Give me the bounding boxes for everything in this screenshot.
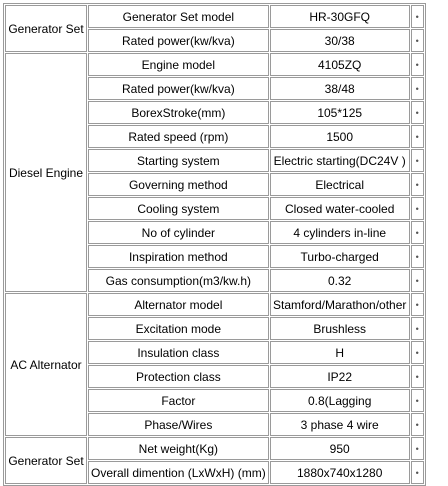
- param-cell: Cooling system: [88, 197, 269, 220]
- value-cell: Closed water-cooled: [270, 197, 410, 220]
- param-cell: Rated speed (rpm): [88, 125, 269, 148]
- group-label-generator-set-2: Generator Set: [5, 437, 87, 484]
- edge-marker: •: [411, 341, 424, 364]
- param-cell: Starting system: [88, 149, 269, 172]
- value-cell: IP22: [270, 365, 410, 388]
- edge-marker: •: [411, 29, 424, 52]
- value-cell: HR-30GFQ: [270, 5, 410, 28]
- param-cell: Protection class: [88, 365, 269, 388]
- edge-marker: •: [411, 101, 424, 124]
- param-cell: Insulation class: [88, 341, 269, 364]
- value-cell: 1500: [270, 125, 410, 148]
- group-label-diesel-engine: Diesel Engine: [5, 53, 87, 292]
- edge-marker: •: [411, 197, 424, 220]
- param-cell: Factor: [88, 389, 269, 412]
- param-cell: Alternator model: [88, 293, 269, 316]
- value-cell: 4 cylinders in-line: [270, 221, 410, 244]
- edge-marker: •: [411, 245, 424, 268]
- group-label-ac-alternator: AC Alternator: [5, 293, 87, 436]
- value-cell: H: [270, 341, 410, 364]
- value-cell: 3 phase 4 wire: [270, 413, 410, 436]
- param-cell: Overall dimention (LxWxH) (mm): [88, 461, 269, 484]
- spec-table-body: [5, 5, 424, 484]
- value-cell: 0.8(Lagging: [270, 389, 410, 412]
- edge-marker: •: [411, 413, 424, 436]
- edge-marker: •: [411, 77, 424, 100]
- edge-marker: •: [411, 437, 424, 460]
- spec-table: [3, 3, 426, 486]
- group-label-generator-set: Generator Set: [5, 5, 87, 52]
- value-cell: 105*125: [270, 101, 410, 124]
- edge-marker: •: [411, 365, 424, 388]
- param-cell: Rated power(kw/kva): [88, 29, 269, 52]
- value-cell: 30/38: [270, 29, 410, 52]
- param-cell: Inspiration method: [88, 245, 269, 268]
- param-cell: Generator Set model: [88, 5, 269, 28]
- param-cell: Gas consumption(m3/kw.h): [88, 269, 269, 292]
- value-cell: 0.32: [270, 269, 410, 292]
- value-cell: 950: [270, 437, 410, 460]
- param-cell: Excitation mode: [88, 317, 269, 340]
- value-cell: Brushless: [270, 317, 410, 340]
- param-cell: No of cylinder: [88, 221, 269, 244]
- edge-marker: •: [411, 389, 424, 412]
- edge-marker: •: [411, 5, 424, 28]
- param-cell: Governing method: [88, 173, 269, 196]
- table-row: [5, 293, 424, 316]
- table-row: [5, 437, 424, 460]
- param-cell: Rated power(kw/kva): [88, 77, 269, 100]
- edge-marker: •: [411, 269, 424, 292]
- value-cell: 4105ZQ: [270, 53, 410, 76]
- edge-marker: •: [411, 149, 424, 172]
- param-cell: BorexStroke(mm): [88, 101, 269, 124]
- param-cell: Engine model: [88, 53, 269, 76]
- edge-marker: •: [411, 461, 424, 484]
- value-cell: 38/48: [270, 77, 410, 100]
- edge-marker: •: [411, 221, 424, 244]
- edge-marker: •: [411, 293, 424, 316]
- edge-marker: •: [411, 125, 424, 148]
- value-cell: 1880x740x1280: [270, 461, 410, 484]
- table-row: [5, 5, 424, 28]
- param-cell: Net weight(Kg): [88, 437, 269, 460]
- value-cell: Electrical: [270, 173, 410, 196]
- table-row: [5, 53, 424, 76]
- value-cell: Stamford/Marathon/other: [270, 293, 410, 316]
- value-cell: Electric starting(DC24V ): [270, 149, 410, 172]
- edge-marker: •: [411, 53, 424, 76]
- param-cell: Phase/Wires: [88, 413, 269, 436]
- value-cell: Turbo-charged: [270, 245, 410, 268]
- edge-marker: •: [411, 173, 424, 196]
- edge-marker: •: [411, 317, 424, 340]
